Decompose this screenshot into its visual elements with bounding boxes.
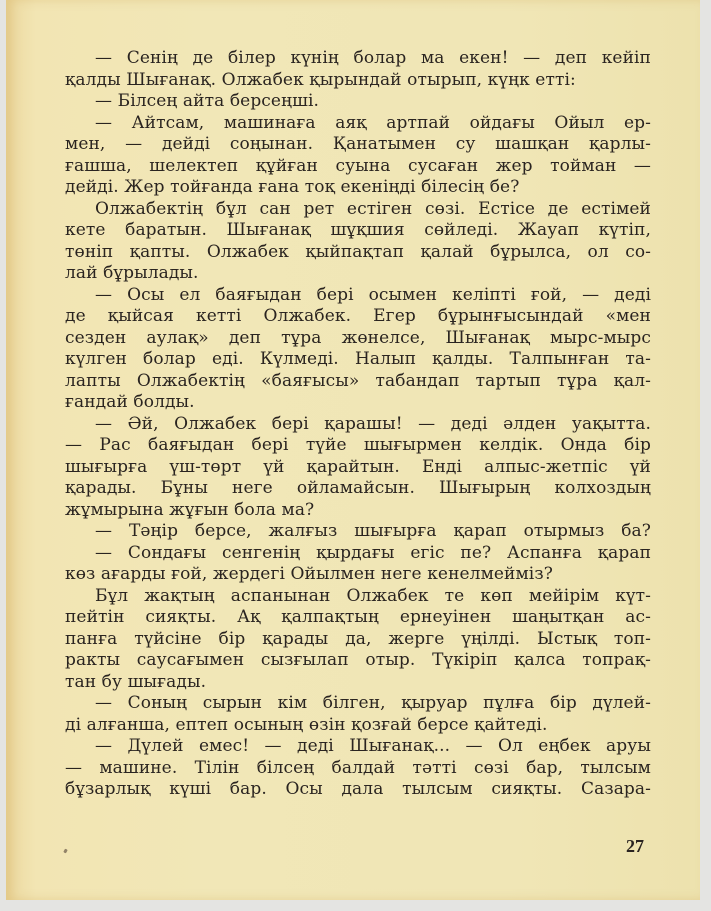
text-line: де қыйсая кетті Олжабек. Егер бұрынғысындай «мен	[65, 306, 651, 326]
text-line: ғандай болды.	[65, 392, 195, 412]
text-line: Бұл жақтың аспанынан Олжабек те көп мейірім күт-	[95, 585, 651, 606]
text-line: дейді. Жер тойғанда ғана тоқ екеніңді білесің бе?	[65, 177, 520, 197]
text-line: күлген болар еді. Күлмеді. Налып қалды. Талпынған та-	[65, 349, 651, 369]
text-line: пейтін сияқты. Ақ қалпақтың ернеуінен шаңытқан ас-	[65, 607, 651, 627]
text-line: төніп қапты. Олжабек қыйпақтап қалай бұрылса, ол со-	[65, 241, 651, 262]
text-line: мен, — дейді соңынан. Қанатымен су шашқан қарлы-	[65, 134, 651, 154]
text-line: шығырға үш-төрт үй қарайтын. Енді алпыс-жетпіс үй	[65, 456, 651, 477]
text-line: бұзарлық күші бар. Осы дала тылсым сияқты. Сазара-	[65, 779, 651, 799]
text-line: — Дүлей емес! — деді Шығанақ... — Ол еңбек аруы	[95, 736, 651, 756]
text-line: — Білсең айта берсеңші.	[95, 91, 320, 111]
text-line: ғашша, шелектеп құйған суына сусаған жер тойман —	[65, 155, 651, 176]
text-line: жұмырына жұғын бола ма?	[65, 499, 315, 520]
text-line: панға түйсіне бір қарады да, жерге үңілді. Ыстық топ-	[65, 628, 651, 649]
body-text	[65, 48, 651, 801]
text-line: — Соның сырын кім білген, қыруар пұлға бір дүлей-	[95, 693, 651, 713]
text-line: Олжабектің бұл сан рет естіген сөзі. Естісе де естімей	[95, 198, 651, 219]
text-line: көз ағарды ғой, жердегі Ойылмен неге кенелмейміз?	[65, 564, 553, 584]
text-line: — Сондағы сенгенің қырдағы егіс пе? Аспанға қарап	[95, 542, 651, 563]
text-line: лапты Олжабектің «баяғысы» табандап тартып тұра қал-	[65, 370, 651, 391]
page-number: 27	[626, 836, 644, 856]
text-line: — Айтсам, машинаға аяқ артпай ойдағы Ойыл ер-	[95, 112, 651, 133]
text-line: — Осы ел баяғыдан бері осымен келіпті ғой, — деді	[95, 284, 651, 305]
text-line: қарады. Бұны неге ойламайсын. Шығырың колхоздың	[65, 478, 651, 498]
text-line: сезден аулақ» деп тұра жөнелсе, Шығанақ мырс-мырс	[65, 327, 651, 348]
text-line: — машине. Тілін білсең балдай тәтті сөзі бар, тылсым	[65, 757, 651, 778]
text-line: — Тәңір берсе, жалғыз шығырға қарап отырмыз ба?	[95, 521, 651, 541]
book-page	[6, 0, 700, 900]
text-line: — Сенің де білер күнің болар ма екен! — деп кейіп	[95, 48, 651, 68]
text-line: — Әй, Олжабек бері қарашы! — деді әлден уақытта.	[95, 413, 651, 434]
text-line: лай бұрылады.	[65, 263, 199, 283]
text-line: кете баратын. Шығанақ шұқшия сөйледі. Жауап күтіп,	[65, 220, 651, 240]
paper-speck	[63, 849, 68, 854]
text-line: ракты саусағымен сызғылап отыр. Түкіріп қалса топрақ-	[65, 650, 651, 670]
text-line: ді алғанша, ептеп осының өзін қозғай берсе қайтеді.	[65, 714, 548, 735]
text-line: қалды Шығанақ. Олжабек қырындай отырып, күңк етті:	[65, 69, 576, 90]
text-line: — Рас баяғыдан бері түйе шығырмен келдік. Онда бір	[65, 435, 651, 455]
text-line: тан бу шығады.	[65, 671, 207, 692]
